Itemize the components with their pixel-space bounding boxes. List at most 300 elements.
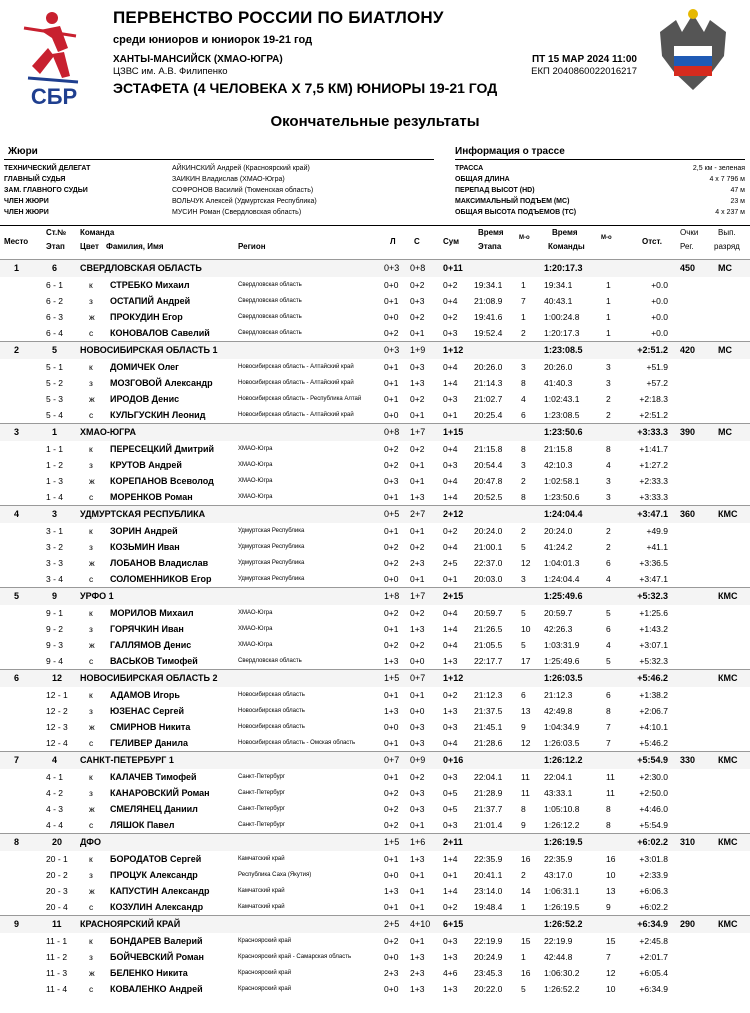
athlete-row xyxy=(0,523,750,539)
document-title: Окончательные результаты xyxy=(270,113,480,130)
athlete-color: к xyxy=(89,362,93,372)
athlete-behind: +2:45.8 xyxy=(639,936,668,946)
athlete-sum: 1+4 xyxy=(443,886,458,896)
athlete-color: с xyxy=(89,492,94,502)
jury-role: ТЕХНИЧЕСКИЙ ДЕЛЕГАТ xyxy=(4,165,91,172)
athlete-row xyxy=(0,539,750,555)
athlete-region: Свердловская область xyxy=(238,282,302,288)
athlete-standing: 0+1 xyxy=(410,886,425,896)
athlete-name: КУЛЬГУСКИН Леонид xyxy=(110,410,206,420)
col-stage-pos: М-о xyxy=(519,235,530,241)
athlete-team-time: 1:23:08.5 xyxy=(544,410,580,420)
athlete-color: к xyxy=(89,526,93,536)
athlete-region: Санкт-Петербург xyxy=(238,774,286,780)
athlete-stage-time: 20:47.8 xyxy=(474,476,503,486)
athlete-behind: +6:06.3 xyxy=(639,886,668,896)
col-l: Л xyxy=(390,237,396,246)
athlete-region: Республика Саха (Якутия) xyxy=(238,872,312,878)
athlete-region: Санкт-Петербург xyxy=(238,822,286,828)
col-place: Место xyxy=(4,237,29,246)
athlete-region: Удмуртская Республика xyxy=(238,528,305,534)
athlete-stage: 3 - 2 xyxy=(46,542,64,552)
jury-name: МУСИН Роман (Свердловская область) xyxy=(172,209,302,216)
athlete-region: Свердловская область xyxy=(238,658,302,664)
team-category: КМС xyxy=(718,837,738,847)
athlete-name: МОЗГОВОЙ Александр xyxy=(110,378,213,388)
athlete-name: ДОМИЧЕК Олег xyxy=(110,362,179,372)
athlete-team-time: 22:04.1 xyxy=(544,772,573,782)
team-place: 3 xyxy=(14,427,20,437)
athlete-stage-time: 22:35.9 xyxy=(474,854,503,864)
track-label: ТРАССА xyxy=(455,165,484,172)
athlete-sum: 0+2 xyxy=(443,312,458,322)
athlete-region: Санкт-Петербург xyxy=(238,790,286,796)
team-bib: 4 xyxy=(52,755,58,765)
athlete-team-pos: 7 xyxy=(606,722,611,732)
athlete-lying: 0+2 xyxy=(384,328,399,338)
athlete-name: СОЛОМЕННИКОВ Егор xyxy=(110,574,212,584)
athlete-team-time: 1:02:58.1 xyxy=(544,476,580,486)
team-sum: 1+15 xyxy=(443,427,464,437)
athlete-lying: 0+1 xyxy=(384,492,399,502)
athlete-lying: 0+2 xyxy=(384,444,399,454)
athlete-team-pos: 4 xyxy=(606,640,611,650)
athlete-stage-time: 20:41.1 xyxy=(474,870,503,880)
athlete-region: Удмуртская Республика xyxy=(238,560,305,566)
athlete-lying: 0+0 xyxy=(384,280,399,290)
athlete-team-time: 20:59.7 xyxy=(544,608,573,618)
athlete-stage-time: 21:28.9 xyxy=(474,788,503,798)
athlete-standing: 2+3 xyxy=(410,968,425,978)
team-time: 1:23:50.6 xyxy=(544,427,583,437)
athlete-team-pos: 1 xyxy=(606,328,611,338)
athlete-stage: 3 - 1 xyxy=(46,526,64,536)
venue: ЦЗВС им. А.В. Филипенко xyxy=(113,66,228,77)
team-row xyxy=(0,751,750,769)
athlete-row xyxy=(0,309,750,325)
athlete-color: к xyxy=(89,444,93,454)
athlete-color: с xyxy=(89,410,94,420)
athlete-behind: +5:32.3 xyxy=(639,656,668,666)
athlete-row xyxy=(0,325,750,341)
athlete-row xyxy=(0,489,750,505)
athlete-stage-pos: 8 xyxy=(521,492,526,502)
track-row xyxy=(455,163,745,174)
team-place: 1 xyxy=(14,263,20,273)
athlete-row xyxy=(0,949,750,965)
team-name: СВЕРДЛОВСКАЯ ОБЛАСТЬ xyxy=(80,263,202,273)
team-lying: 1+5 xyxy=(384,673,400,683)
athlete-name: КАПУСТИН Александр xyxy=(110,886,210,896)
athlete-region: Новосибирская область xyxy=(238,724,305,730)
team-behind: +3:47.1 xyxy=(637,509,668,519)
athlete-stage-time: 21:14.3 xyxy=(474,378,503,388)
athlete-stage-time: 20:22.0 xyxy=(474,984,503,994)
athlete-name: ПРОЦУК Александр xyxy=(110,870,198,880)
athlete-stage-pos: 6 xyxy=(521,690,526,700)
athlete-name: ПРОКУДИН Егор xyxy=(110,312,183,322)
athlete-color: с xyxy=(89,984,94,994)
athlete-behind: +3:47.1 xyxy=(639,574,668,584)
athlete-standing: 0+3 xyxy=(410,296,425,306)
team-place: 5 xyxy=(14,591,20,601)
col-stage-time: Время xyxy=(478,228,504,237)
athlete-region: Свердловская область xyxy=(238,330,302,336)
athlete-color: ж xyxy=(89,886,95,896)
athlete-behind: +57.2 xyxy=(646,378,668,388)
athlete-stage-time: 21:45.1 xyxy=(474,722,503,732)
col-name: Фамилия, Имя xyxy=(106,242,164,251)
athlete-behind: +2:18.3 xyxy=(639,394,668,404)
col-team-time: Время xyxy=(552,228,578,237)
athlete-color: ж xyxy=(89,722,95,732)
athlete-sum: 0+3 xyxy=(443,772,458,782)
athlete-lying: 0+2 xyxy=(384,936,399,946)
athlete-stage-pos: 16 xyxy=(521,854,531,864)
athlete-sum: 0+3 xyxy=(443,394,458,404)
team-points: 360 xyxy=(680,509,696,519)
track-label: ОБЩАЯ ДЛИНА xyxy=(455,176,510,183)
team-name: НОВОСИБИРСКАЯ ОБЛАСТЬ 1 xyxy=(80,345,218,355)
athlete-sum: 1+4 xyxy=(443,492,458,502)
athlete-behind: +3:01.8 xyxy=(639,854,668,864)
athlete-stage: 1 - 2 xyxy=(46,460,64,470)
team-bib: 1 xyxy=(52,427,58,437)
athlete-team-time: 42:49.8 xyxy=(544,706,573,716)
athlete-name: СМИРНОВ Никита xyxy=(110,722,191,732)
athlete-sum: 1+3 xyxy=(443,656,458,666)
athlete-color: к xyxy=(89,936,93,946)
athlete-stage-time: 21:12.3 xyxy=(474,690,503,700)
team-row xyxy=(0,423,750,441)
team-sum: 2+15 xyxy=(443,591,464,601)
athlete-sum: 0+4 xyxy=(443,476,458,486)
athlete-region: ХМАО-Югра xyxy=(238,642,273,648)
track-value: 47 м xyxy=(730,187,745,194)
athlete-region: Новосибирская область - Алтайский край xyxy=(238,364,354,370)
athlete-sum: 0+1 xyxy=(443,870,458,880)
athlete-name: ГОРЯЧКИН Иван xyxy=(110,624,184,634)
athlete-stage-pos: 9 xyxy=(521,820,526,830)
athlete-row xyxy=(0,441,750,457)
athlete-region: Красноярский край xyxy=(238,986,292,992)
jury-heading: Жюри xyxy=(8,146,38,157)
jury-row xyxy=(4,163,434,174)
athlete-row xyxy=(0,965,750,981)
athlete-name: КОВАЛЕНКО Андрей xyxy=(110,984,203,994)
athlete-stage-pos: 16 xyxy=(521,968,531,978)
team-lying: 1+8 xyxy=(384,591,400,601)
col-color: Цвет xyxy=(80,242,99,251)
athlete-stage: 6 - 1 xyxy=(46,280,64,290)
athlete-stage: 1 - 3 xyxy=(46,476,64,486)
athlete-standing: 0+3 xyxy=(410,722,425,732)
athlete-region: Новосибирская область - Алтайский край xyxy=(238,380,354,386)
team-name: НОВОСИБИРСКАЯ ОБЛАСТЬ 2 xyxy=(80,673,218,683)
jury-row xyxy=(4,185,434,196)
athlete-color: ж xyxy=(89,394,95,404)
athlete-behind: +2:01.7 xyxy=(639,952,668,962)
athlete-region: ХМАО-Югра xyxy=(238,478,273,484)
athlete-stage-time: 21:26.5 xyxy=(474,624,503,634)
athlete-stage: 4 - 1 xyxy=(46,772,64,782)
athlete-stage: 9 - 3 xyxy=(46,640,64,650)
athlete-lying: 0+2 xyxy=(384,788,399,798)
athlete-team-time: 42:10.3 xyxy=(544,460,573,470)
athlete-sum: 1+4 xyxy=(443,624,458,634)
athlete-stage: 6 - 4 xyxy=(46,328,64,338)
athlete-stage: 3 - 4 xyxy=(46,574,64,584)
athlete-standing: 0+1 xyxy=(410,476,425,486)
athlete-stage: 9 - 1 xyxy=(46,608,64,618)
athlete-behind: +0.0 xyxy=(651,280,668,290)
athlete-color: с xyxy=(89,656,94,666)
athlete-color: з xyxy=(89,870,93,880)
team-time: 1:24:04.4 xyxy=(544,509,583,519)
athlete-row xyxy=(0,981,750,997)
athlete-team-pos: 7 xyxy=(606,952,611,962)
team-category: МС xyxy=(718,427,732,437)
athlete-team-pos: 15 xyxy=(606,936,616,946)
athlete-stage: 9 - 4 xyxy=(46,656,64,666)
athlete-sum: 0+3 xyxy=(443,460,458,470)
athlete-team-time: 1:20:17.3 xyxy=(544,328,580,338)
athlete-team-pos: 8 xyxy=(606,706,611,716)
athlete-sum: 2+5 xyxy=(443,558,458,568)
team-sum: 1+12 xyxy=(443,345,464,355)
athlete-standing: 0+2 xyxy=(410,394,425,404)
athlete-team-pos: 2 xyxy=(606,526,611,536)
athlete-stage-time: 19:41.6 xyxy=(474,312,503,322)
team-bib: 11 xyxy=(52,919,62,929)
athlete-stage: 5 - 3 xyxy=(46,394,64,404)
athlete-region: Удмуртская Республика xyxy=(238,576,305,582)
athlete-team-pos: 6 xyxy=(606,624,611,634)
athlete-standing: 0+2 xyxy=(410,312,425,322)
athlete-lying: 0+1 xyxy=(384,624,399,634)
athlete-stage: 5 - 2 xyxy=(46,378,64,388)
athlete-lying: 0+2 xyxy=(384,640,399,650)
athlete-standing: 0+2 xyxy=(410,772,425,782)
athlete-team-pos: 10 xyxy=(606,984,616,994)
team-place: 6 xyxy=(14,673,20,683)
team-time: 1:25:49.6 xyxy=(544,591,583,601)
athlete-behind: +51.9 xyxy=(646,362,668,372)
athlete-stage-pos: 5 xyxy=(521,542,526,552)
athlete-stage: 12 - 4 xyxy=(46,738,68,748)
athlete-region: ХМАО-Югра xyxy=(238,610,273,616)
athlete-lying: 0+2 xyxy=(384,460,399,470)
team-lying: 0+5 xyxy=(384,509,400,519)
team-lying: 0+3 xyxy=(384,345,400,355)
athlete-name: БОЙЧЕВСКИЙ Роман xyxy=(110,952,204,962)
team-points: 330 xyxy=(680,755,696,765)
athlete-row xyxy=(0,621,750,637)
jury-name: ВОЛЬЧУК Алексей (Удмуртская Республика) xyxy=(172,198,317,205)
athlete-stage-pos: 2 xyxy=(521,476,526,486)
eagle-emblem-icon xyxy=(652,6,734,102)
team-standing: 4+10 xyxy=(410,919,431,929)
athlete-stage-pos: 4 xyxy=(521,394,526,404)
athlete-row xyxy=(0,605,750,621)
athlete-stage-time: 21:01.4 xyxy=(474,820,503,830)
athlete-stage-pos: 2 xyxy=(521,870,526,880)
athlete-team-pos: 10 xyxy=(606,870,616,880)
jury-name: АЙКИНСКИЙ Андрей (Красноярский край) xyxy=(172,165,310,172)
athlete-sum: 1+3 xyxy=(443,952,458,962)
col-points: Очки xyxy=(680,228,699,237)
athlete-stage-pos: 9 xyxy=(521,722,526,732)
athlete-standing: 1+3 xyxy=(410,854,425,864)
athlete-color: ж xyxy=(89,476,95,486)
athlete-behind: +2:33.9 xyxy=(639,870,668,880)
team-name: УДМУРТСКАЯ РЕСПУБЛИКА xyxy=(80,509,206,519)
athlete-lying: 0+0 xyxy=(384,870,399,880)
track-value: 2,5 км - зеленая xyxy=(692,165,745,172)
athlete-standing: 1+3 xyxy=(410,492,425,502)
athlete-row xyxy=(0,653,750,669)
athlete-region: Красноярский край - Самарская область xyxy=(238,954,352,960)
team-behind: +5:54.9 xyxy=(637,755,668,765)
athlete-stage-time: 20:24.9 xyxy=(474,952,503,962)
athlete-stage-pos: 8 xyxy=(521,444,526,454)
athlete-color: з xyxy=(89,788,93,798)
athlete-team-pos: 16 xyxy=(606,854,616,864)
athlete-standing: 0+1 xyxy=(410,410,425,420)
team-time: 1:26:19.5 xyxy=(544,837,583,847)
athlete-color: з xyxy=(89,542,93,552)
athlete-stage: 3 - 3 xyxy=(46,558,64,568)
athlete-lying: 0+3 xyxy=(384,476,399,486)
team-place: 9 xyxy=(14,919,20,929)
athlete-name: КОЗУЛИН Александр xyxy=(110,902,204,912)
athlete-name: КАНАРОВСКИЙ Роман xyxy=(110,788,210,798)
athlete-region: Новосибирская область - Алтайский край xyxy=(238,412,354,418)
athlete-stage-pos: 5 xyxy=(521,608,526,618)
athlete-standing: 0+3 xyxy=(410,362,425,372)
athlete-stage-pos: 11 xyxy=(521,788,530,798)
athlete-row xyxy=(0,769,750,785)
col-stage: Этап xyxy=(46,242,65,251)
athlete-stage: 20 - 4 xyxy=(46,902,68,912)
team-name: УРФО 1 xyxy=(80,591,114,601)
athlete-name: МОРИЛОВ Михаил xyxy=(110,608,194,618)
team-behind: +5:46.2 xyxy=(637,673,668,683)
track-row xyxy=(455,207,745,218)
team-category: КМС xyxy=(718,591,738,601)
athlete-standing: 0+3 xyxy=(410,804,425,814)
athlete-stage-time: 21:05.5 xyxy=(474,640,503,650)
athlete-behind: +49.9 xyxy=(646,526,668,536)
athlete-lying: 0+1 xyxy=(384,526,399,536)
athlete-sum: 0+4 xyxy=(443,738,458,748)
team-points: 420 xyxy=(680,345,696,355)
athlete-team-time: 1:23:50.6 xyxy=(544,492,580,502)
jury-row xyxy=(4,207,434,218)
table-header xyxy=(0,226,750,258)
col-category-2: разряд xyxy=(714,242,740,251)
athlete-team-pos: 3 xyxy=(606,362,611,372)
athlete-stage-pos: 3 xyxy=(521,574,526,584)
athlete-stage: 5 - 4 xyxy=(46,410,64,420)
athlete-team-pos: 8 xyxy=(606,444,611,454)
athlete-color: з xyxy=(89,624,93,634)
athlete-stage-time: 22:37.0 xyxy=(474,558,503,568)
athlete-name: ПЕРЕСЕЦКИЙ Дмитрий xyxy=(110,444,215,454)
team-standing: 2+7 xyxy=(410,509,426,519)
athlete-name: КОНОВАЛОВ Савелий xyxy=(110,328,210,338)
athlete-team-pos: 3 xyxy=(606,476,611,486)
athlete-stage-time: 20:54.4 xyxy=(474,460,503,470)
col-s: С xyxy=(414,237,420,246)
athlete-row xyxy=(0,851,750,867)
athlete-sum: 0+4 xyxy=(443,444,458,454)
athlete-team-time: 40:43.1 xyxy=(544,296,573,306)
athlete-color: з xyxy=(89,296,93,306)
athlete-stage-pos: 3 xyxy=(521,362,526,372)
athlete-region: ХМАО-Югра xyxy=(238,462,273,468)
athlete-name: ВАСЬКОВ Тимофей xyxy=(110,656,198,666)
athlete-stage-pos: 14 xyxy=(521,886,531,896)
athlete-name: КОРЕПАНОВ Всеволод xyxy=(110,476,214,486)
athlete-stage-time: 19:48.4 xyxy=(474,902,503,912)
athlete-standing: 0+1 xyxy=(410,526,425,536)
track-row xyxy=(455,196,745,207)
athlete-standing: 0+2 xyxy=(410,608,425,618)
athlete-color: с xyxy=(89,328,94,338)
athlete-row xyxy=(0,457,750,473)
athlete-row xyxy=(0,555,750,571)
team-standing: 0+7 xyxy=(410,673,426,683)
team-sum: 0+16 xyxy=(443,755,464,765)
athlete-lying: 0+0 xyxy=(384,952,399,962)
athlete-color: ж xyxy=(89,558,95,568)
athlete-stage: 20 - 1 xyxy=(46,854,68,864)
athlete-sum: 0+2 xyxy=(443,902,458,912)
athlete-stage-pos: 1 xyxy=(521,312,526,322)
team-standing: 0+8 xyxy=(410,263,426,273)
athlete-row xyxy=(0,277,750,293)
athlete-color: з xyxy=(89,460,93,470)
athlete-lying: 0+1 xyxy=(384,902,399,912)
athlete-behind: +41.1 xyxy=(646,542,668,552)
team-name: САНКТ-ПЕТЕРБУРГ 1 xyxy=(80,755,174,765)
athlete-name: ИРОДОВ Денис xyxy=(110,394,180,404)
athlete-name: ОСТАПИЙ Андрей xyxy=(110,296,191,306)
team-row xyxy=(0,587,750,605)
athlete-stage-pos: 6 xyxy=(521,410,526,420)
athlete-stage-time: 22:04.1 xyxy=(474,772,503,782)
track-label: ОБЩАЯ ВЫСОТА ПОДЪЕМОВ (TC) xyxy=(455,209,577,216)
athlete-team-pos: 7 xyxy=(606,738,611,748)
athlete-stage: 11 - 4 xyxy=(46,984,68,994)
jury-role: ЗАМ. ГЛАВНОГО СУДЬИ xyxy=(4,187,88,194)
team-bib: 20 xyxy=(52,837,63,847)
team-time: 1:26:12.2 xyxy=(544,755,583,765)
team-name: КРАСНОЯРСКИЙ КРАЙ xyxy=(80,919,181,929)
athlete-standing: 0+0 xyxy=(410,706,425,716)
athlete-stage-pos: 3 xyxy=(521,460,526,470)
athlete-team-time: 1:06:30.2 xyxy=(544,968,580,978)
team-lying: 0+8 xyxy=(384,427,400,437)
athlete-name: МОРЕНКОВ Роман xyxy=(110,492,193,502)
athlete-color: ж xyxy=(89,640,95,650)
athlete-row xyxy=(0,719,750,735)
athlete-standing: 2+3 xyxy=(410,558,425,568)
athlete-standing: 0+1 xyxy=(410,460,425,470)
athlete-sum: 0+4 xyxy=(443,608,458,618)
athlete-team-pos: 2 xyxy=(606,542,611,552)
